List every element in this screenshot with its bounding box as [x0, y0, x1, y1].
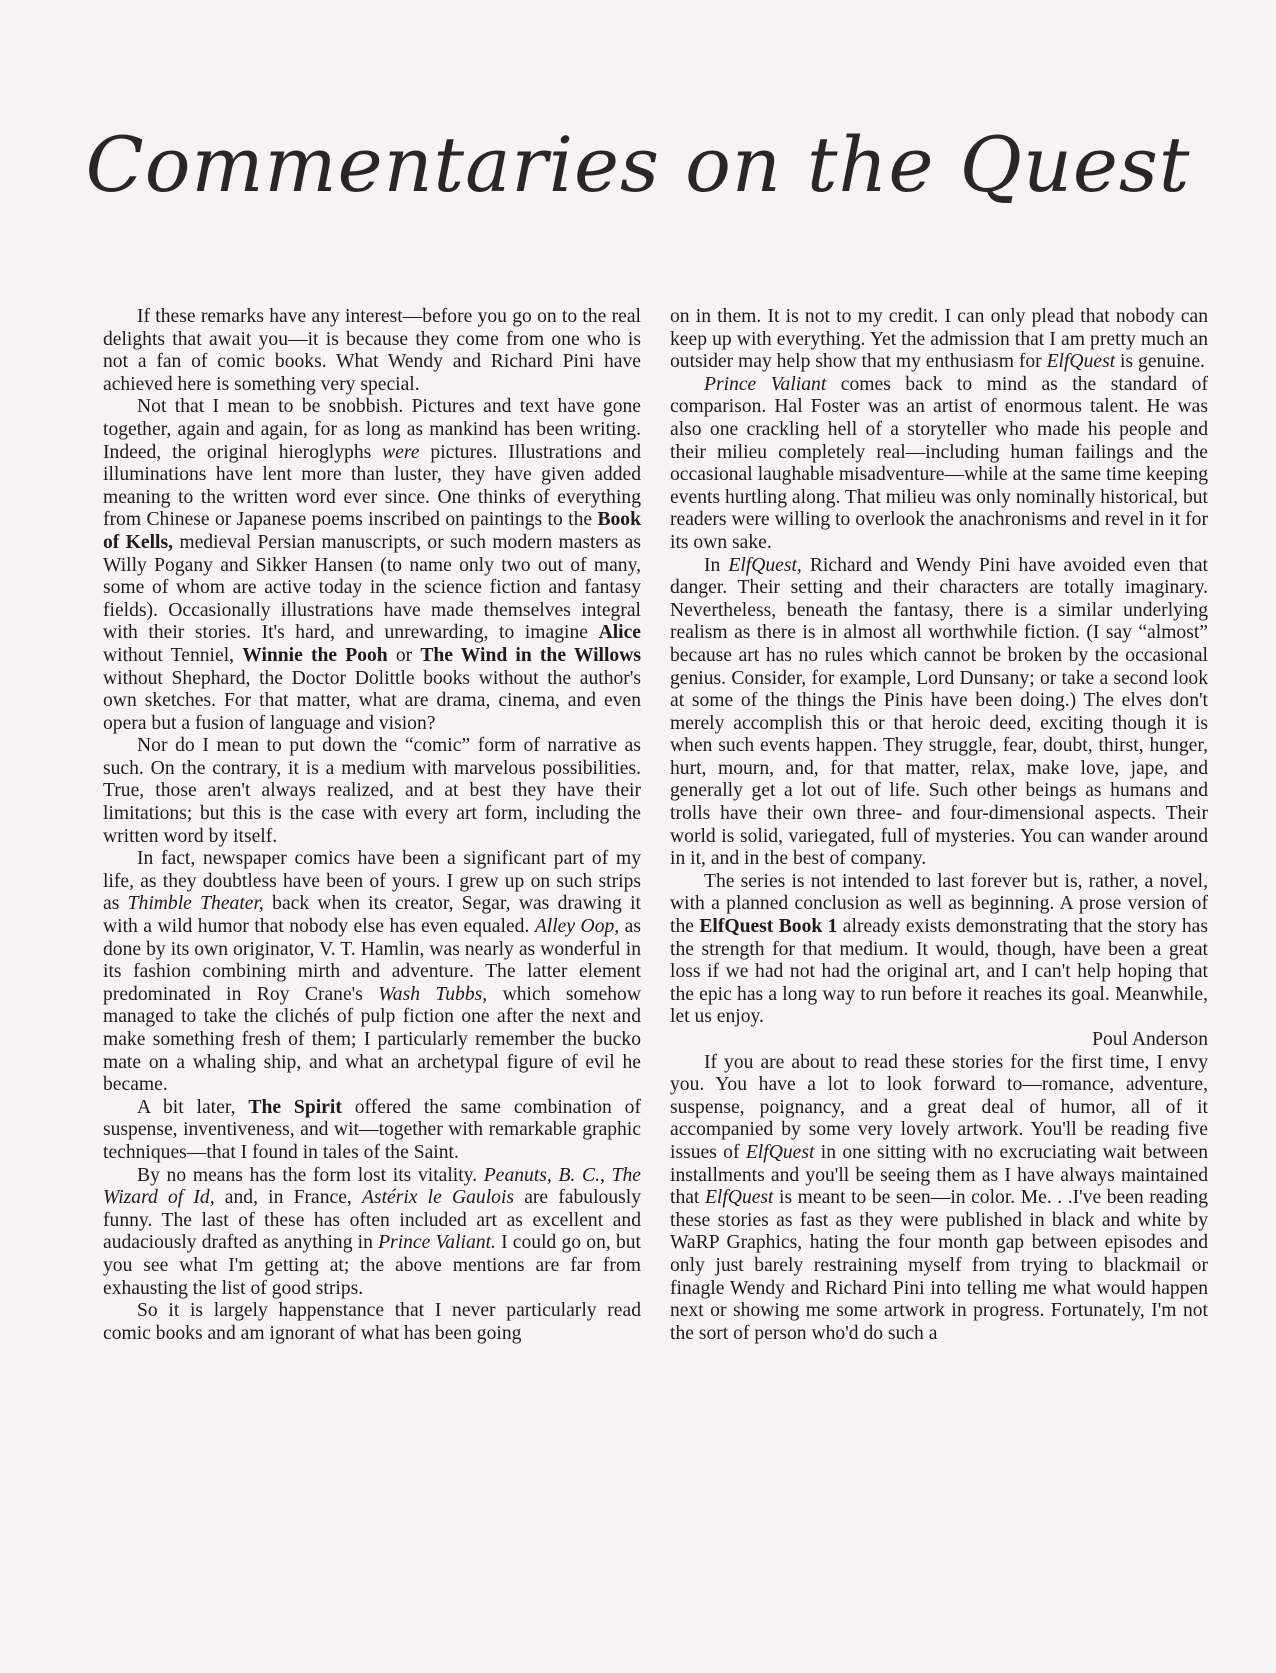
text-run: Richard and Wendy Pini have avoided even that danger. Their setting and their characters are totally imaginary. Nevertheless, beneath the fantasy, there is a similar underlying realism as there is in almost all worthwhile fiction. (I say “almost” because art has no rules which cannot be broken by the occasional genius. Consider, for example, Lord Dunsany; or take a second look at some of the things the Pinis have been doing.) The elves don't merely accomplish this or that heroic deed, exciting though it is when such events happen. They struggle, fear, doubt, thirst, hunger, hurt, mourn, and, for that matter, relax, make love, jape, and generally get a lot out of life. Such other beings as humans and trolls have their own three- and four-dimensional aspects. Their world is solid, variegated, full of mysteries. You can wander around in it, and in the best of company.	[670, 554, 1208, 870]
text-run: If you are about to read these stories for the first time, I envy you. You have a lot to look forward to—romance, adventure, suspense, poignancy, and a great deal of humor, all of it accompanied by some very lovely artwork. You'll be reading five issues of	[670, 1051, 1208, 1163]
text-run: In	[704, 554, 729, 576]
italic-run: were	[382, 441, 420, 463]
author-signature: Poul Anderson	[1092, 1029, 1208, 1050]
left-column	[103, 306, 641, 1345]
text-run: are fabulously funny. The last of these has often included art as excellent and audaciously drafted as anything in	[103, 1187, 642, 1254]
text-run: offered the same combination of suspense, inventiveness, and wit—together with remarkable graphic techniques—that I found in tales of the Saint.	[103, 1096, 642, 1163]
bold-title: The Spirit	[248, 1096, 342, 1118]
text-run: is meant to be seen—in color. Me. . .I've been reading these stories as fast as they were published in black and white by WaRP Graphics, hating the four month gap between episodes and only just barely restraining myself from trying to blackmail or finagle Wendy and Richard Pini into telling me what would happen next or showing me some artwork in progress. Fortunately, I'm not the sort of person who'd do such a	[670, 1187, 1209, 1344]
bold-title: Alice	[598, 622, 641, 644]
text-run: which somehow managed to take the clichés of pulp fiction one after the next and make something fresh of them; I particularly remember the bucko mate on a whaling ship, and what an archetypal figure of evil he became.	[103, 983, 642, 1096]
paragraph	[670, 1052, 1208, 1346]
italic-run: Peanuts, B. C., The Wizard of Id,	[103, 1164, 642, 1209]
paragraph	[103, 396, 641, 735]
paragraph	[103, 1300, 641, 1345]
bold-title: ElfQuest Book 1	[699, 916, 838, 938]
italic-run: Astérix le Gaulois	[361, 1187, 515, 1209]
text-run: as done by its own originator, V. T. Hamlin, was nearly as wonderful in its fashion combining mirth and adventure. The latter element predominated in Roy Crane's	[103, 916, 641, 1005]
italic-run: Prince Valiant.	[378, 1232, 496, 1254]
paragraph	[103, 1097, 641, 1165]
paragraph	[670, 374, 1208, 555]
text-run: A bit later,	[137, 1096, 249, 1118]
text-run: I could go on, but you see what I'm getting at; the above mentions are far from exhausting the list of good strips.	[103, 1232, 641, 1299]
paragraph	[103, 1165, 641, 1301]
bold-title: Winnie the Pooh	[242, 644, 388, 666]
right-column	[670, 306, 1208, 1345]
italic-run: ElfQuest,	[728, 554, 802, 576]
bold-title: Book of Kells,	[103, 509, 641, 553]
text-run: without Shephard, the Doctor Dolittle books without the author's own sketches. For that matter, what are drama, cinema, and even opera but a fusion of language and vision?	[103, 667, 641, 734]
paragraph	[670, 555, 1208, 871]
text-run: The series is not intended to last forever but is, rather, a novel, with a planned conclusion as well as beginning. A prose version of the	[670, 870, 1208, 938]
text-run: on in them. It is not to my credit. I can only plead that nobody can keep up with everything. Yet the admission that I am pretty much an outsider may help show that my enthusiasm for	[670, 306, 1208, 373]
paragraph	[670, 306, 1208, 374]
text-run: already exists demonstrating that the story has the strength for that medium. It would, though, have been a great loss if we had not had the original art, and I can't help hoping that the epic has a long way to run before it reaches its goal. Meanwhile, let us enjoy.	[670, 916, 1209, 1028]
text-run: comes back to mind as the standard of comparison. Hal Foster was an artist of enormous talent. He was also one crackling hell of a storyteller who made his people and their milieu completely real—including human failings and the occasional laughable misadventure—while at the same time keeping events hurtling along. That milieu was only nominally historical, but readers were willing to overlook the anachronisms and revel in it for its own sake.	[670, 373, 1208, 553]
bold-title: The Wind in the Willows	[420, 644, 641, 666]
italic-run: ElfQuest	[745, 1141, 815, 1163]
italic-run: Wash Tubbs,	[378, 983, 488, 1005]
text-run: So it is largely happenstance that I never particularly read comic books and am ignorant of what has been going	[103, 1300, 641, 1344]
text-run: Nor do I mean to put down the “comic” form of narrative as such. On the contrary, it is a medium with marvelous possibilities. True, those aren't always realized, and at best they have their limitations; but this is the case with every art form, including the written word by itself.	[103, 735, 641, 847]
text-run: back when its creator, Segar, was drawing it with a wild humor that nobody else has even equaled.	[103, 893, 641, 938]
paragraph	[103, 735, 641, 848]
text-run: is genuine.	[1115, 351, 1205, 373]
text-run: without Tenniel,	[103, 644, 243, 666]
text-run: or	[387, 644, 421, 666]
italic-run: ElfQuest	[704, 1187, 774, 1209]
text-run: and, in France,	[214, 1187, 362, 1209]
text-run: In fact, newspaper comics have been a significant part of my life, as they doubtless have been of yours. I grew up on such strips as	[103, 848, 641, 915]
text-run: pictures. Illustrations and illuminations have lent more than luster, they have given added meaning to the written word ever since. One thinks of everything from Chinese or Japanese poems inscribed on paintings to the	[103, 441, 642, 531]
text-run: in one sitting with no excruciating wait between installments and you'll be seeing them as I have always maintained that	[670, 1141, 1209, 1209]
text-run: If these remarks have any interest—before you go on to the real delights that await you—it is because they come from one who is not a fan of comic books. What Wendy and Richard Pini have achieved here is something very special.	[103, 306, 641, 395]
italic-run: Prince Valiant	[704, 373, 827, 395]
italic-run: ElfQuest	[1046, 351, 1116, 373]
paragraph	[103, 306, 641, 396]
text-run: Not that I mean to be snobbish. Pictures and text have gone together, again and again, for as long as mankind has been writing. Indeed, the original hieroglyphs	[103, 396, 641, 463]
paragraph	[670, 871, 1208, 1029]
italic-run: Alley Oop,	[534, 916, 620, 938]
paragraph	[103, 848, 641, 1097]
italic-run: Thimble Theater,	[127, 893, 264, 915]
text-run: medieval Persian manuscripts, or such modern masters as Willy Pogany and Sikker Hansen (to name only two out of many, some of whom are active today in the science fiction and fantasy fields). Occasionally illustrations have made themselves integral with their stories. It's hard, and unrewarding, to imagine	[103, 531, 642, 644]
text-run: By no means has the form lost its vitality.	[137, 1164, 484, 1186]
page-title: Commentaries on the Quest	[85, 120, 1191, 209]
